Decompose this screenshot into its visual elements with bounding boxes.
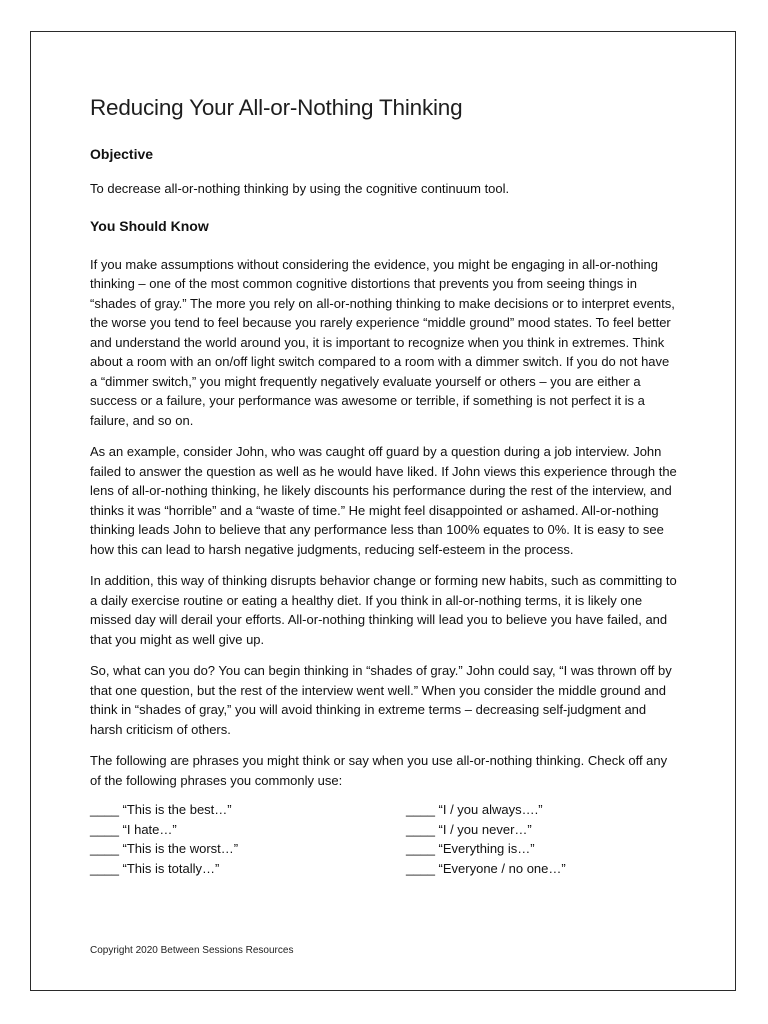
you-should-know-heading: You Should Know [90,217,209,234]
phrase-checklist [90,800,690,878]
checklist-item: ____ “This is totally…” [90,860,220,876]
checklist-item: ____ “Everything is…” [406,841,535,856]
checklist-item: ____ “Everyone / no one…” [406,860,566,876]
paragraph-habits: In addition, this way of thinking disrupts behavior change or forming new habits, such as committing to a daily exercise routine or eating a healthy diet. If you think in all-or-nothing terms, it is likely one missed day will derail your efforts. All-or-nothing thinking will lead you to believe you have failed, and that you might as well give up. [90,573,677,647]
checklist-item: ____ “This is the worst…” [90,841,239,856]
copyright-footer: Copyright 2020 Between Sessions Resources [90,945,294,956]
checklist-item: ____ “This is the best…” [90,802,232,817]
objective-heading: Objective [90,146,154,162]
paragraph-intro: If you make assumptions without considering the evidence, you might be engaging in all-or-nothing thinking – one of the most common cognitive distortions that prevents you from seeing things in “shades of gray.” The more you rely on all-or-nothing thinking to make decisions or to interpret events, the worse you tend to feel because you rarely experience “middle ground” mood states. To feel better and understand the world around you, it is important to recognize when you think in extremes. Think about a room with an on/off light switch compared to a room with a dimmer switch. If you do not have a “dimmer switch,” you might frequently negatively evaluate yourself or others – you are either a success or a failure, your performance was awesome or terrible, if something is not perfect it is a failure, and so on. [90,256,675,428]
document-body [90,92,680,878]
document-title: Reducing Your All-or-Nothing Thinking [90,95,463,120]
paragraph-shades-of-gray: So, what can you do? You can begin thinking in “shades of gray.” John could say, “I was thrown off by that one question, but the rest of the interview went well.” When you consider the middle ground and think in “shades of gray,” you will avoid thinking in extreme terms – decreasing self-judgment and harsh criticism of others. [90,663,672,737]
checklist-right-column [406,800,686,878]
paragraph-example: As an example, consider John, who was caught off guard by a question during a job interview. John failed to answer the question as well as he would have liked. If John views this experience through the lens of all-or-nothing thinking, he likely discounts his performance during the rest of the interview, and thinks it was “horrible” and a “waste of time.” He might feel disappointed or ashamed. All-or-nothing thinking leads John to believe that any performance less than 100% equates to 0%. It is easy to see how this can lead to harsh negative judgments, reducing self-esteem in the process. [90,444,677,557]
paragraph-checklist-intro: The following are phrases you might think or say when you use all-or-nothing thinking. Check off any of the following phrases you commonly use: [90,753,668,788]
checklist-item: ____ “I hate…” [90,821,177,837]
checklist-left-column [90,800,406,878]
objective-text: To decrease all-or-nothing thinking by using the cognitive continuum tool. [90,181,510,196]
checklist-item: ____ “I / you always….” [406,802,543,817]
checklist-item: ____ “I / you never…” [406,821,532,837]
